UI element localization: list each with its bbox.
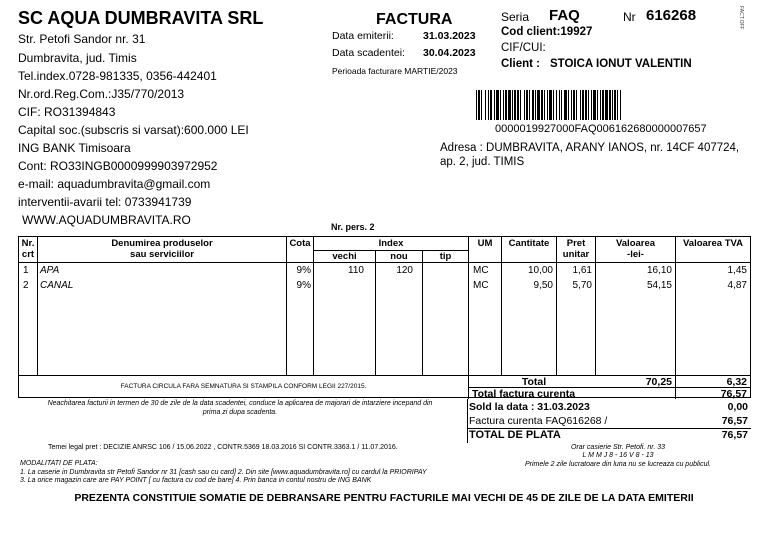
- payment-methods-1: 1. La caserie in Dumbravita str Petofi Sandor nr 31 [cash sau cu card] 2. Din site [www.aquadumbravita.ro] cu cardul la PRIORIPAY: [20, 469, 427, 476]
- totals-left-border: [467, 399, 468, 443]
- company-cif: CIF: RO31394843: [18, 105, 116, 119]
- header-servicii: sau serviciilor: [130, 249, 194, 260]
- sold-value: 0,00: [727, 401, 748, 413]
- company-name: SC AQUA DUMBRAVITA SRL: [18, 8, 264, 28]
- header-tip: tip: [439, 251, 452, 262]
- header-lei: -lei-: [627, 249, 644, 260]
- company-address: Str. Petofi Sandor nr. 31: [18, 32, 146, 46]
- office-hours-days: L M M J 8 - 16 V 8 - 13: [582, 452, 654, 459]
- row-divider: [19, 262, 750, 263]
- company-emergency-phone: interventii-avarii tel: 0733941739: [18, 195, 192, 209]
- header-index: Index: [378, 238, 404, 249]
- row1-nr: 1: [23, 265, 29, 276]
- row2-tva: 4,87: [727, 280, 747, 291]
- header-cantitate: Cantitate: [508, 238, 550, 249]
- company-city: Dumbravita, jud. Timis: [18, 51, 137, 65]
- billing-period: Perioada facturare MARTIE/2023: [332, 66, 458, 76]
- legal-basis: Temei legal pret : DECIZIE ANRSC 106 / 15.06.2022 , CONTR.5369 18.03.2016 SI CONTR.3363.1 / 11.07.2016.: [48, 444, 398, 451]
- due-date: 30.04.2023: [423, 47, 476, 59]
- issue-date-label: Data emiterii:: [332, 30, 394, 42]
- total-valoare: 70,25: [645, 376, 672, 388]
- header-pret: Pret: [566, 238, 586, 249]
- header-cota: Cota: [289, 238, 311, 249]
- header-um: UM: [477, 238, 493, 249]
- due-date-label: Data scadentei:: [332, 47, 405, 59]
- row2-nr: 2: [23, 280, 29, 291]
- row1-product: APA: [40, 265, 60, 276]
- persons-count: Nr. pers. 2: [331, 222, 375, 232]
- side-tag: FACT.OFF: [738, 6, 744, 30]
- col-divider: [501, 237, 502, 376]
- row1-um: MC: [473, 265, 489, 276]
- total-plata-value: 76,57: [721, 429, 748, 441]
- late-payment-warning: Neachitarea facturii in termen de 30 de zile de la data scadentei, conduce la aplicarea de majorari de intarziere incepand din: [47, 400, 433, 407]
- company-bank: ING BANK Timisoara: [18, 141, 131, 155]
- late-payment-warning-2: prima zi dupa scadenta.: [202, 409, 278, 416]
- current-invoice-label: Factura curenta FAQ616268 /: [469, 415, 608, 427]
- client-address-line2: ap. 2, jud. TIMIS: [440, 156, 525, 168]
- row1-pret: 1,61: [572, 265, 592, 276]
- total-curenta-label: Total factura curenta: [472, 388, 576, 400]
- company-phone: Tel.index.0728-981335, 0356-442401: [18, 69, 217, 83]
- row2-um: MC: [473, 280, 489, 291]
- payment-methods-title: MODALITATI DE PLATA:: [20, 460, 98, 467]
- client-address-line1: Adresa : DUMBRAVITA, ARANY IANOS, nr. 14CF 407724,: [440, 142, 740, 154]
- invoice-title: FACTURA: [376, 11, 453, 28]
- total-curenta-value: 76,57: [720, 388, 747, 400]
- disconnection-notice: PREZENTA CONSTITUIE SOMATIE DE DEBRANSARE PENTRU FACTURILE MAI VECHI DE 45 DE ZILE DE LA DATA EMITERII: [74, 492, 694, 504]
- row2-cota: 9%: [296, 280, 311, 291]
- header-vechi: vechi: [332, 251, 357, 262]
- current-invoice-value: 76,57: [721, 415, 748, 427]
- barcode-number: 0000019927000FAQ006162680000007657: [495, 123, 707, 135]
- office-hours: Orar casierie Str. Petofi. nr. 33: [570, 444, 665, 451]
- issue-date: 31.03.2023: [423, 30, 476, 42]
- row1-cantitate: 10,00: [527, 265, 553, 276]
- row2-product: CANAL: [40, 280, 74, 291]
- invoice-number: 616268: [646, 7, 697, 24]
- barcode-image: [476, 90, 746, 120]
- row2-cantitate: 9,50: [533, 280, 553, 291]
- client-label: Client :: [501, 58, 540, 70]
- company-website: WWW.AQUADUMBRAVITA.RO: [22, 213, 191, 227]
- office-closed-note: Primele 2 zile lucratoare din luna nu se lucreaza cu publicul.: [525, 461, 711, 468]
- row1-cota: 9%: [296, 265, 311, 276]
- header-tva: Valoarea TVA: [682, 238, 744, 249]
- company-email: e-mail: aquadumbravita@gmail.com: [18, 177, 211, 191]
- client-name: STOICA IONUT VALENTIN: [550, 58, 692, 70]
- total-plata-label: TOTAL DE PLATA: [469, 429, 561, 441]
- sold-label: Sold la data : 31.03.2023: [469, 401, 590, 413]
- total-tva: 6,32: [726, 376, 747, 388]
- header-unitar: unitar: [562, 249, 590, 260]
- header-nou: nou: [390, 251, 408, 262]
- col-divider: [286, 237, 287, 376]
- col-divider: [422, 250, 423, 376]
- row1-nou: 120: [396, 265, 413, 276]
- row2-valoare: 54,15: [646, 280, 672, 291]
- row2-pret: 5,70: [572, 280, 592, 291]
- client-code: Cod client:19927: [501, 26, 593, 38]
- company-capital: Capital soc.(subscris si varsat):600.000 LEI: [18, 123, 249, 137]
- series-label: Seria: [501, 10, 530, 24]
- header-nr: Nr.: [21, 238, 35, 249]
- header-crt: crt: [21, 249, 35, 260]
- total-label: Total: [521, 376, 547, 388]
- row1-tva: 1,45: [727, 265, 747, 276]
- company-reg-com: Nr.ord.Reg.Com.:J35/770/2013: [18, 87, 185, 101]
- payment-methods-2: 3. La orice magazin care are PAY POINT [ cu factura cu cod de bare] 4. Prin banca in contul nostru de ING BANK: [20, 477, 372, 484]
- number-label: Nr: [623, 10, 636, 24]
- row1-valoare: 16,10: [646, 265, 672, 276]
- header-denumire: Denumirea produselor: [111, 238, 213, 249]
- items-table: [18, 236, 751, 398]
- company-account: Cont: RO33INGB0000999903972952: [18, 159, 218, 173]
- circulation-note: FACTURA CIRCULA FARA SEMNATURA SI STAMPILA CONFORM LEGII 227/2015.: [120, 383, 367, 390]
- cif-cui-label: CIF/CUI:: [501, 42, 546, 54]
- series-value: FAQ: [549, 7, 580, 24]
- row1-vechi: 110: [348, 265, 364, 276]
- header-valoarea: Valoarea: [615, 238, 656, 249]
